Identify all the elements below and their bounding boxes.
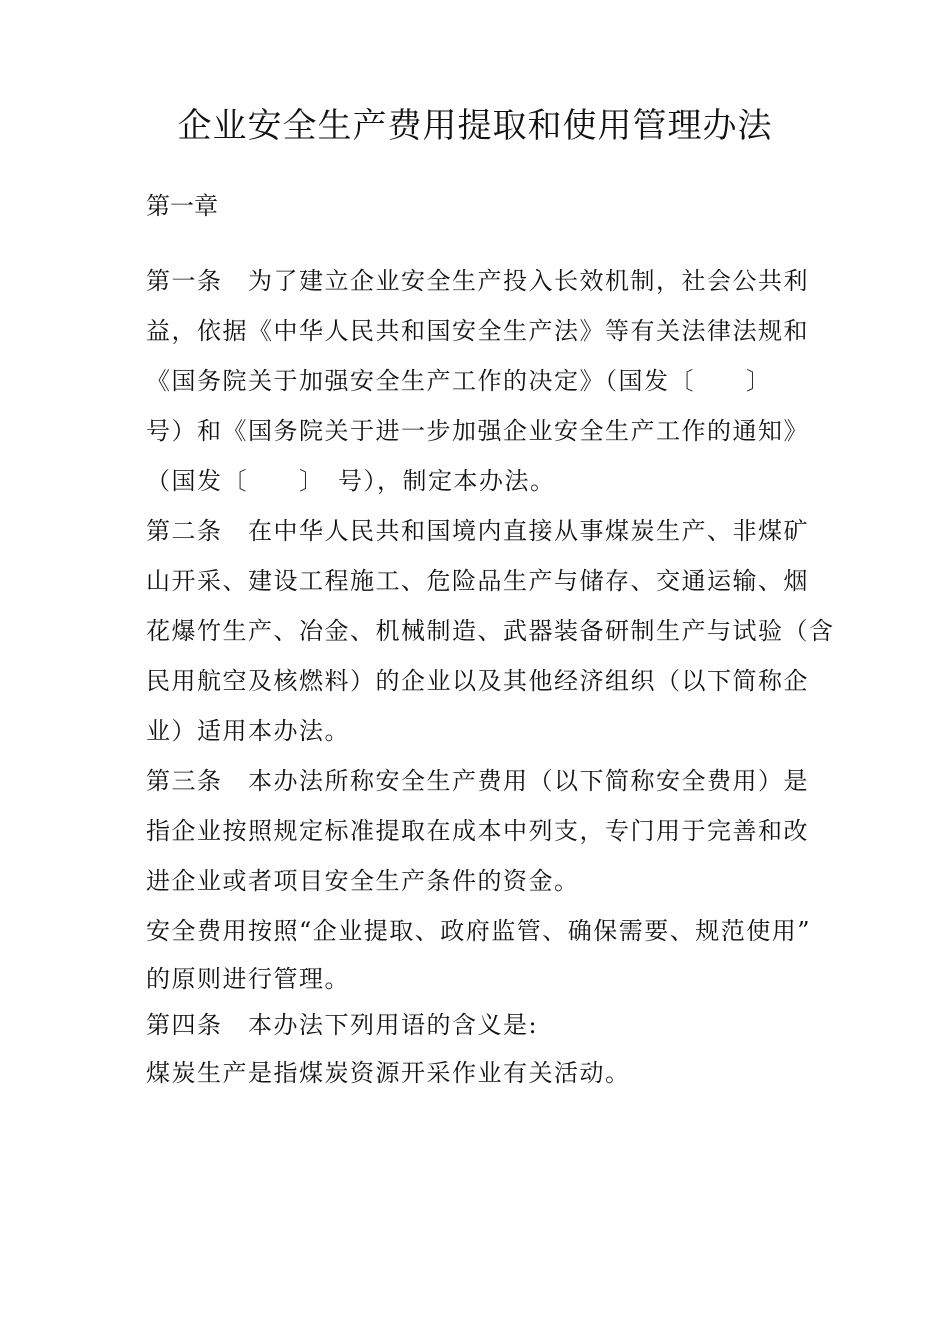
text-line: 第一条 为了建立企业安全生产投入长效机制，社会公共利	[146, 267, 809, 295]
text-line: 益，依据《中华人民共和国安全生产法》等有关法律法规和	[146, 317, 809, 345]
text-line: 号）和《国务院关于进一步加强企业安全生产工作的通知》	[146, 417, 809, 445]
text-line: 花爆竹生产、冶金、机械制造、武器装备研制生产与试验（含	[146, 617, 835, 645]
text-line: 安全费用按照“企业提取、政府监管、确保需要、规范使用”	[146, 917, 812, 945]
text-line: 山开采、建设工程施工、危险品生产与储存、交通运输、烟	[146, 567, 809, 595]
text-line: 的原则进行管理。	[146, 965, 350, 993]
document-body	[146, 256, 835, 1098]
text-line: 指企业按照规定标准提取在成本中列支，专门用于完善和改	[146, 817, 809, 845]
text-line: 第四条 本办法下列用语的含义是:	[146, 1011, 539, 1039]
text-line: 业）适用本办法。	[146, 717, 350, 745]
text-line: 民用航空及核燃料）的企业以及其他经济组织（以下简称企	[146, 667, 809, 695]
text-line: 进企业或者项目安全生产条件的资金。	[146, 867, 580, 895]
chapter-heading: 第一章	[146, 192, 218, 220]
text-line: 煤炭生产是指煤炭资源开采作业有关活动。	[146, 1059, 631, 1087]
text-line: 《国务院关于加强安全生产工作的决定》（国发〔 〕	[146, 367, 772, 395]
text-line: 第二条 在中华人民共和国境内直接从事煤炭生产、非煤矿	[146, 517, 809, 545]
document-title: 企业安全生产费用提取和使用管理办法	[177, 106, 773, 146]
text-line: （国发〔 〕 号），制定本办法。	[146, 467, 556, 495]
text-line: 第三条 本办法所称安全生产费用（以下简称安全费用）是	[146, 767, 809, 795]
